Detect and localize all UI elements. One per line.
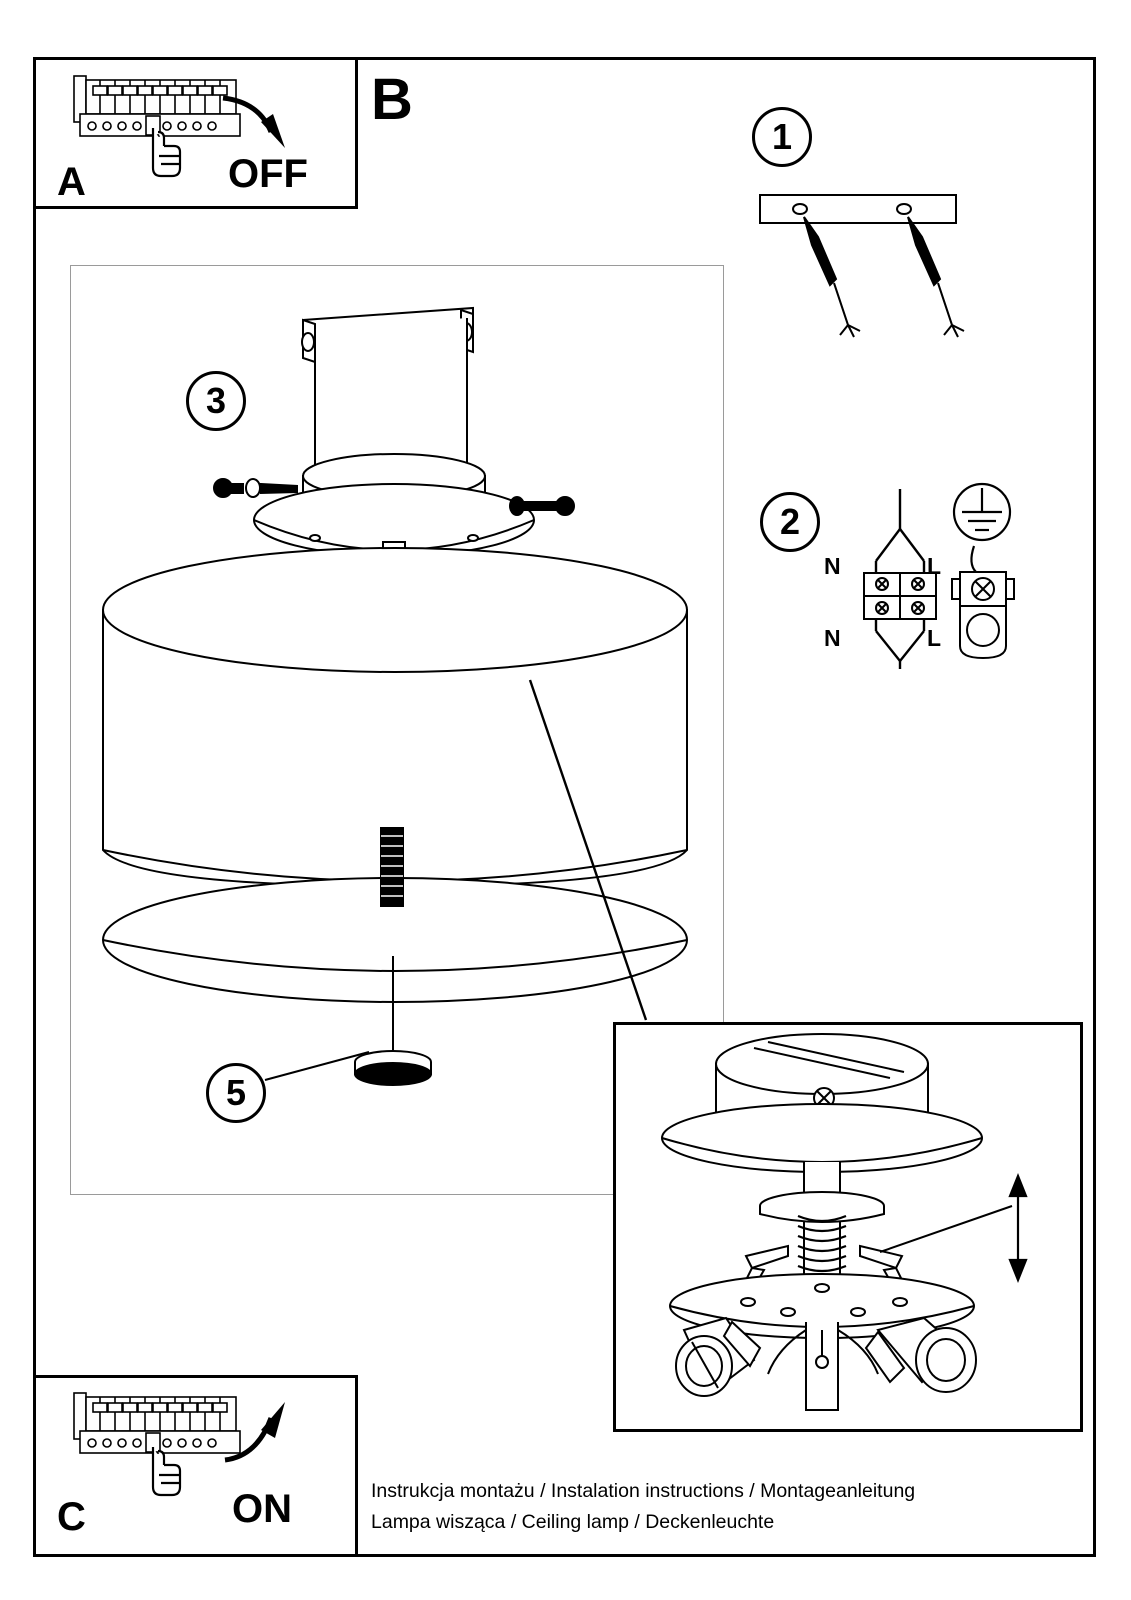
panel-a-letter: A [57, 160, 86, 204]
footer-line-1: Instrukcja montażu / Instalation instructions / Montageanleitung [371, 1480, 916, 1502]
step-1-badge: 1 [752, 107, 812, 167]
earth-ground-icon [930, 480, 1050, 675]
footer-line-2: Lampa wisząca / Ceiling lamp / Deckenleuchte [371, 1511, 775, 1533]
ceiling-bracket-with-screws [752, 185, 1032, 365]
arrow-down-off-icon [215, 92, 295, 154]
panel-c-action-label: ON [232, 1487, 292, 1531]
sheet-letter: B [371, 67, 413, 132]
terminal-label-l-bottom: L [927, 625, 942, 651]
detail-leader-line [520, 670, 660, 1030]
arrow-up-on-icon [215, 1398, 295, 1466]
terminal-label-n-bottom: N [824, 625, 841, 651]
panel-c-letter: C [57, 1495, 86, 1539]
terminal-label-n-top: N [824, 553, 841, 579]
step-5-badge: 5 [206, 1063, 266, 1123]
panel-a-action-label: OFF [228, 152, 308, 196]
step-3-badge: 3 [186, 371, 246, 431]
step-2-badge: 2 [760, 492, 820, 552]
lampholder-detail-illustration [628, 1030, 1068, 1422]
terminal-label-l-top: L [927, 553, 942, 579]
